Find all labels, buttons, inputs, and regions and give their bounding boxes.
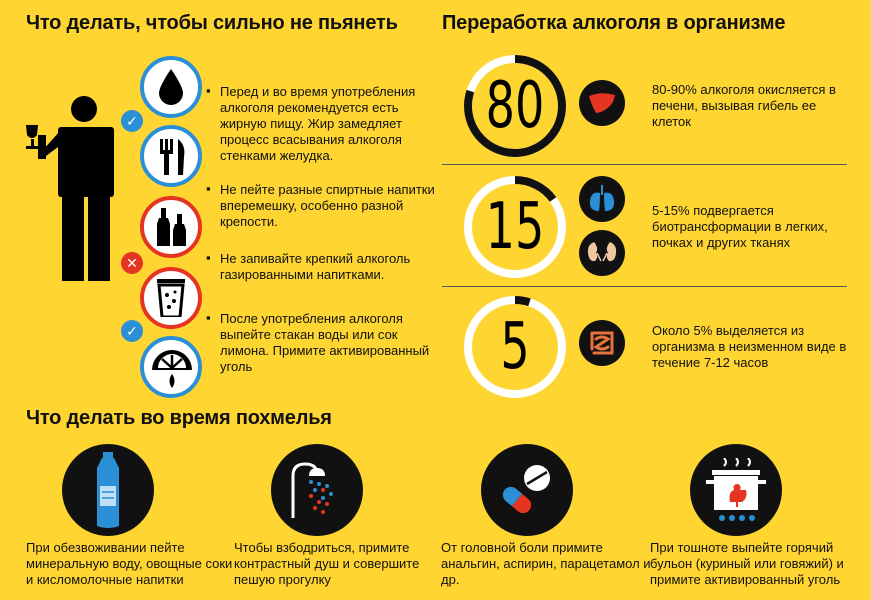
tip-icon-food bbox=[140, 125, 202, 187]
organ-kidneys bbox=[579, 230, 625, 276]
intestine-icon bbox=[588, 329, 616, 357]
bullet-marker: ▪ bbox=[206, 83, 211, 98]
heading-alcohol-processing: Переработка алкоголя в организме bbox=[442, 12, 786, 34]
recommended-check-icon: ✓ bbox=[121, 110, 143, 132]
soup-pot-icon bbox=[702, 458, 770, 524]
organ-intestine bbox=[579, 320, 625, 366]
recommended-check-icon-2: ✓ bbox=[121, 320, 143, 342]
kidneys-icon bbox=[587, 241, 617, 265]
tip-icon-soda bbox=[140, 267, 202, 329]
hangover-soup-text: При тошноте выпейте горячий бульон (куриный или говяжий) и примите активированный уголь bbox=[650, 540, 844, 587]
pills-icon bbox=[495, 458, 559, 522]
percent-number-5: 5 bbox=[500, 310, 530, 384]
hangover-pills-text: От головной боли примите анальгин, аспирин, парацетамол и др. bbox=[441, 540, 651, 587]
hangover-shower-text: Чтобы взбодриться, примите контрастный душ и совершите пешую прогулку bbox=[234, 540, 420, 587]
tip-fatty-food bbox=[206, 83, 435, 164]
lemon-icon bbox=[150, 346, 194, 390]
tip-no-soda bbox=[206, 250, 435, 283]
person-with-glass-icon bbox=[20, 95, 120, 285]
tip-icon-mixing bbox=[140, 196, 202, 258]
hangover-icon-shower bbox=[271, 444, 363, 536]
lungs-icon bbox=[588, 185, 616, 213]
organ-lungs bbox=[579, 176, 625, 222]
row-divider bbox=[442, 286, 847, 287]
oil-drop-icon bbox=[158, 68, 184, 106]
hangover-icon-pills bbox=[481, 444, 573, 536]
hangover-water-text: При обезвоживании пейте минеральную воду, овощные соки и кисломолочные напитки bbox=[26, 540, 233, 587]
tip-icon-lemon bbox=[140, 336, 202, 398]
row-divider bbox=[442, 164, 847, 165]
processing-unchanged-text: Около 5% выделяется из организма в неизменном виде в течение 7-12 часов bbox=[652, 323, 847, 370]
hangover-icon-water bbox=[62, 444, 154, 536]
tip-water-lemon bbox=[206, 310, 435, 375]
hangover-icon-soup bbox=[690, 444, 782, 536]
heading-hangover: Что делать во время похмелья bbox=[26, 407, 332, 429]
percent-number-15: 15 bbox=[485, 190, 545, 264]
tip-icon-oil bbox=[140, 56, 202, 118]
tip-text: После употребления алкоголя выпейте стакан воды или сок лимона. Примите активированный уголь bbox=[220, 311, 430, 374]
liver-icon bbox=[588, 92, 616, 114]
water-bottle-icon bbox=[92, 452, 124, 530]
heading-how-not-to-get-drunk: Что делать, чтобы сильно не пьянеть bbox=[26, 12, 398, 34]
processing-lungs-text: 5-15% подвергается биотрансформации в легких, почках и других тканях bbox=[652, 203, 828, 250]
soda-glass-icon bbox=[157, 279, 185, 317]
bullet-marker: ▪ bbox=[206, 181, 211, 196]
percent-number-80: 80 bbox=[485, 69, 545, 143]
not-recommended-cross-icon: ✕ bbox=[121, 252, 143, 274]
bullet-marker: ▪ bbox=[206, 310, 211, 325]
organ-liver bbox=[579, 80, 625, 126]
processing-liver-text: 80-90% алкоголя окисляется в печени, вызывая гибель ее клеток bbox=[652, 82, 836, 129]
tip-text: Не запивайте крепкий алкоголь газированными напитками. bbox=[220, 251, 411, 282]
fork-knife-icon bbox=[156, 139, 188, 175]
tip-text: Не пейте разные спиртные напитки вперемешку, особенно разной крепости. bbox=[220, 182, 435, 229]
bullet-marker: ▪ bbox=[206, 250, 211, 265]
shower-icon bbox=[285, 458, 349, 522]
tip-no-mixing bbox=[206, 181, 435, 230]
bottles-icon bbox=[156, 206, 188, 248]
tip-text: Перед и во время употребления алкоголя рекомендуется есть жирную пищу. Жир замедляет процесс всасывания алкоголя стенками желудка. bbox=[220, 84, 416, 163]
